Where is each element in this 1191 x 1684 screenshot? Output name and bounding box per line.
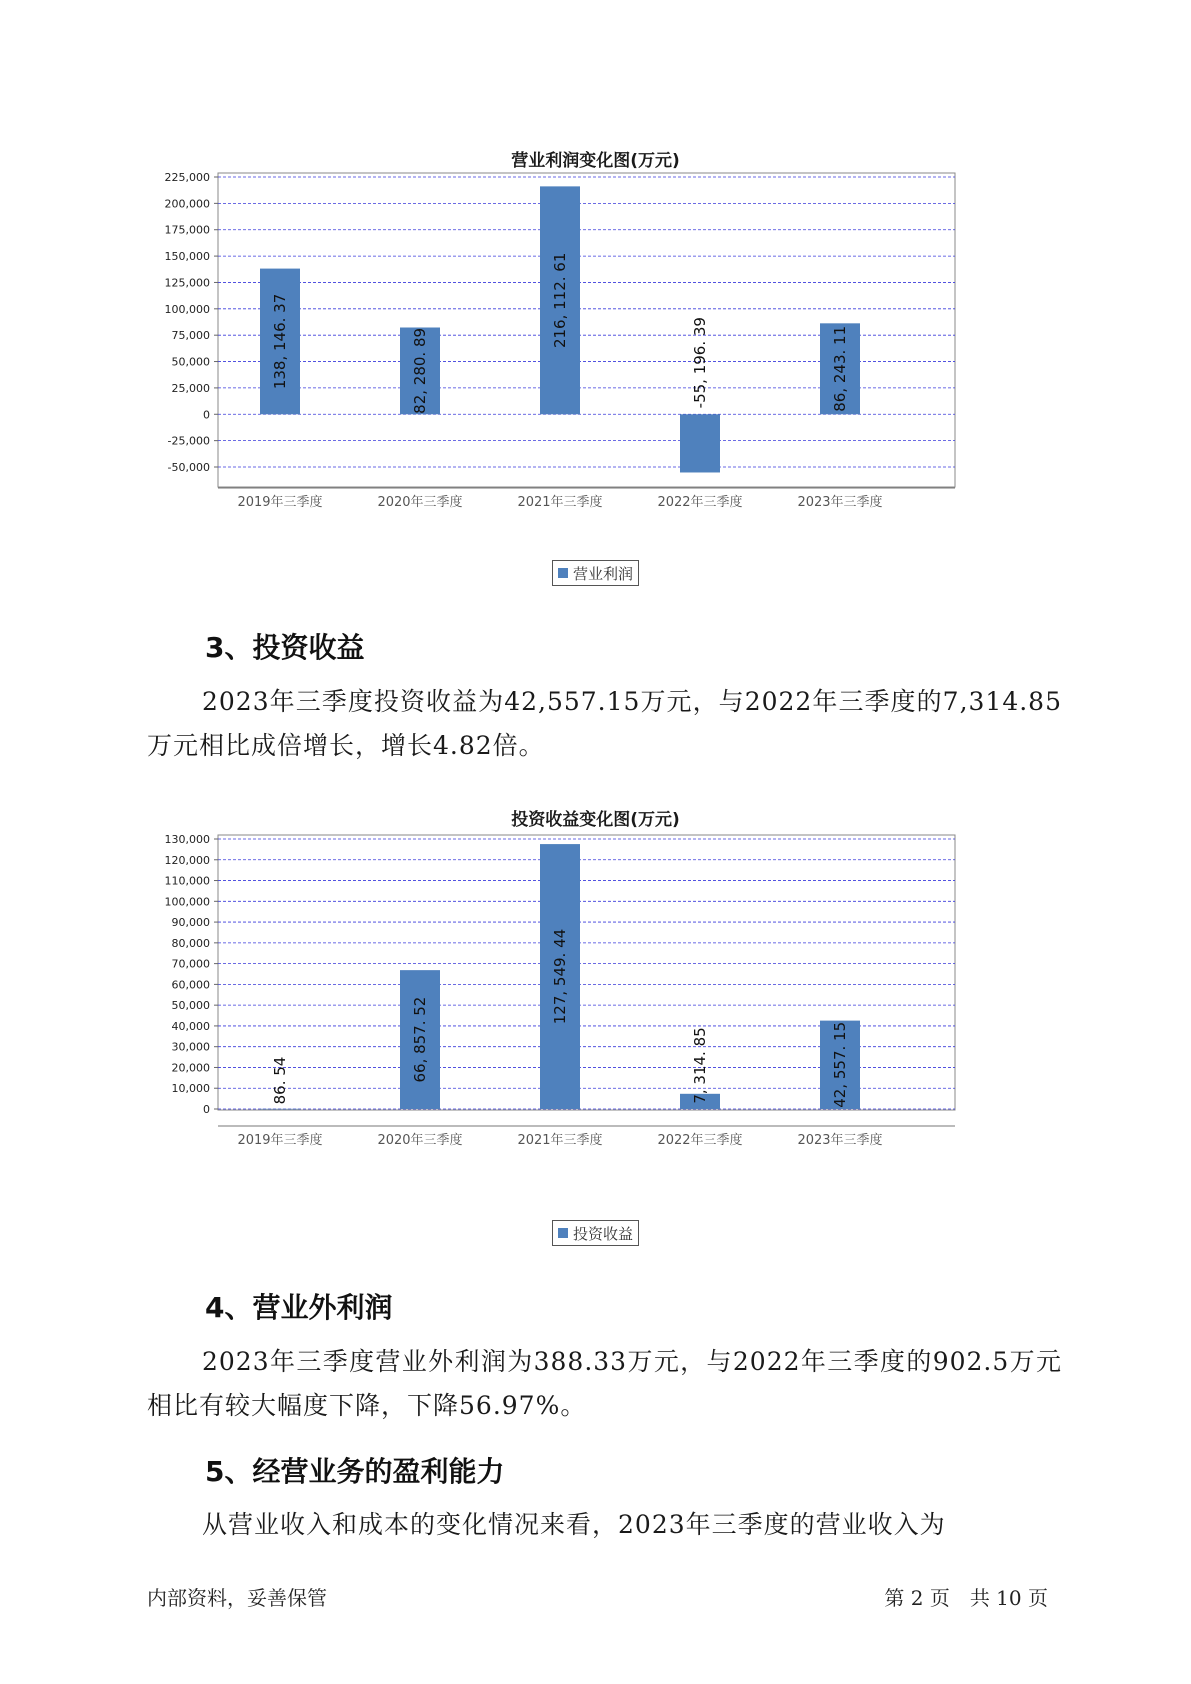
operating-profit-legend (552, 560, 639, 586)
y-tick-label: 200,000 (164, 197, 210, 211)
data-label: 82, 280. 89 (411, 327, 429, 414)
x-tick-label: 2021年三季度 (517, 1133, 603, 1148)
data-label: 216, 112. 61 (551, 252, 569, 349)
non-operating-paragraph (147, 1340, 1062, 1428)
y-tick-label: 225,000 (164, 171, 210, 184)
y-tick-label: 90,000 (171, 916, 210, 930)
y-tick-label: 100,000 (164, 302, 210, 316)
non-operating-text: 2023年三季度营业外利润为388.33万元，与2022年三季度的902.5万元相比有较大幅度下降，下降56.97%。 (147, 1347, 1062, 1420)
x-tick-label: 2021年三季度 (517, 495, 603, 510)
investment-paragraph (147, 680, 1062, 768)
x-tick-label: 2019年三季度 (237, 1133, 323, 1148)
y-tick-label: 50,000 (171, 355, 210, 369)
investment-income-chart (0, 830, 1191, 1210)
y-tick-label: 50,000 (171, 999, 210, 1013)
data-label: 86, 243. 11 (831, 325, 849, 412)
footer-confidential: 内部资料，妥善保管 (147, 1586, 327, 1610)
x-tick-label: 2020年三季度 (377, 1133, 463, 1148)
y-tick-label: 120,000 (164, 853, 210, 867)
y-tick-label: -50,000 (167, 461, 210, 474)
investment-income-chart-title: 投资收益变化图(万元) (511, 810, 680, 830)
data-label: -55, 196. 39 (691, 317, 709, 409)
y-tick-label: 175,000 (164, 223, 210, 237)
investment-income-legend (552, 1220, 639, 1246)
x-tick-label: 2022年三季度 (657, 495, 743, 510)
y-tick-label: 80,000 (171, 936, 210, 950)
y-tick-label: 0 (203, 408, 210, 422)
x-tick-label: 2019年三季度 (237, 495, 323, 510)
x-tick-label: 2022年三季度 (657, 1133, 743, 1148)
y-tick-label: 10,000 (171, 1082, 210, 1096)
legend-swatch (558, 1228, 568, 1238)
legend-label: 营业利润 (573, 564, 634, 583)
y-tick-label: 100,000 (164, 895, 210, 909)
bar (680, 414, 720, 472)
investment-text: 2023年三季度投资收益为42,557.15万元，与2022年三季度的7,314.85万元相比成倍增长，增长4.82倍。 (147, 687, 1062, 760)
data-label: 86. 54 (271, 1056, 289, 1105)
section-heading-investment: 3、投资收益 (205, 631, 365, 664)
x-tick-label: 2023年三季度 (797, 1133, 883, 1148)
legend-swatch (558, 568, 568, 578)
bar (260, 1109, 300, 1110)
profitability-text: 从营业收入和成本的变化情况来看，2023年三季度的营业收入为 (202, 1510, 946, 1539)
profitability-paragraph (147, 1503, 1062, 1547)
operating-profit-chart (0, 170, 1191, 550)
footer-page-number: 第 2 页 共 10 页 (884, 1586, 1048, 1610)
y-tick-label: 20,000 (171, 1061, 210, 1075)
data-label: 127, 549. 44 (551, 928, 569, 1025)
data-label: 7, 314. 85 (691, 1027, 709, 1104)
y-tick-label: 125,000 (164, 276, 210, 290)
y-tick-label: 150,000 (164, 250, 210, 264)
y-tick-label: 75,000 (171, 329, 210, 343)
section-heading-non-operating: 4、营业外利润 (205, 1291, 393, 1324)
operating-profit-chart-title: 营业利润变化图(万元) (511, 151, 680, 171)
y-tick-label: 40,000 (171, 1019, 210, 1033)
y-tick-label: 110,000 (164, 874, 210, 888)
data-label: 66, 857. 52 (411, 996, 429, 1083)
legend-label: 投资收益 (573, 1224, 634, 1243)
x-tick-label: 2020年三季度 (377, 495, 463, 510)
x-tick-label: 2023年三季度 (797, 495, 883, 510)
y-tick-label: 60,000 (171, 978, 210, 992)
y-tick-label: 0 (203, 1103, 210, 1116)
y-tick-label: 30,000 (171, 1040, 210, 1054)
section-heading-profitability: 5、经营业务的盈利能力 (205, 1455, 505, 1488)
y-tick-label: 130,000 (164, 833, 210, 846)
y-tick-label: -25,000 (167, 434, 210, 448)
data-label: 42, 557. 15 (831, 1021, 849, 1108)
data-label: 138, 146. 37 (271, 293, 289, 390)
y-tick-label: 25,000 (171, 381, 210, 395)
y-tick-label: 70,000 (171, 957, 210, 971)
